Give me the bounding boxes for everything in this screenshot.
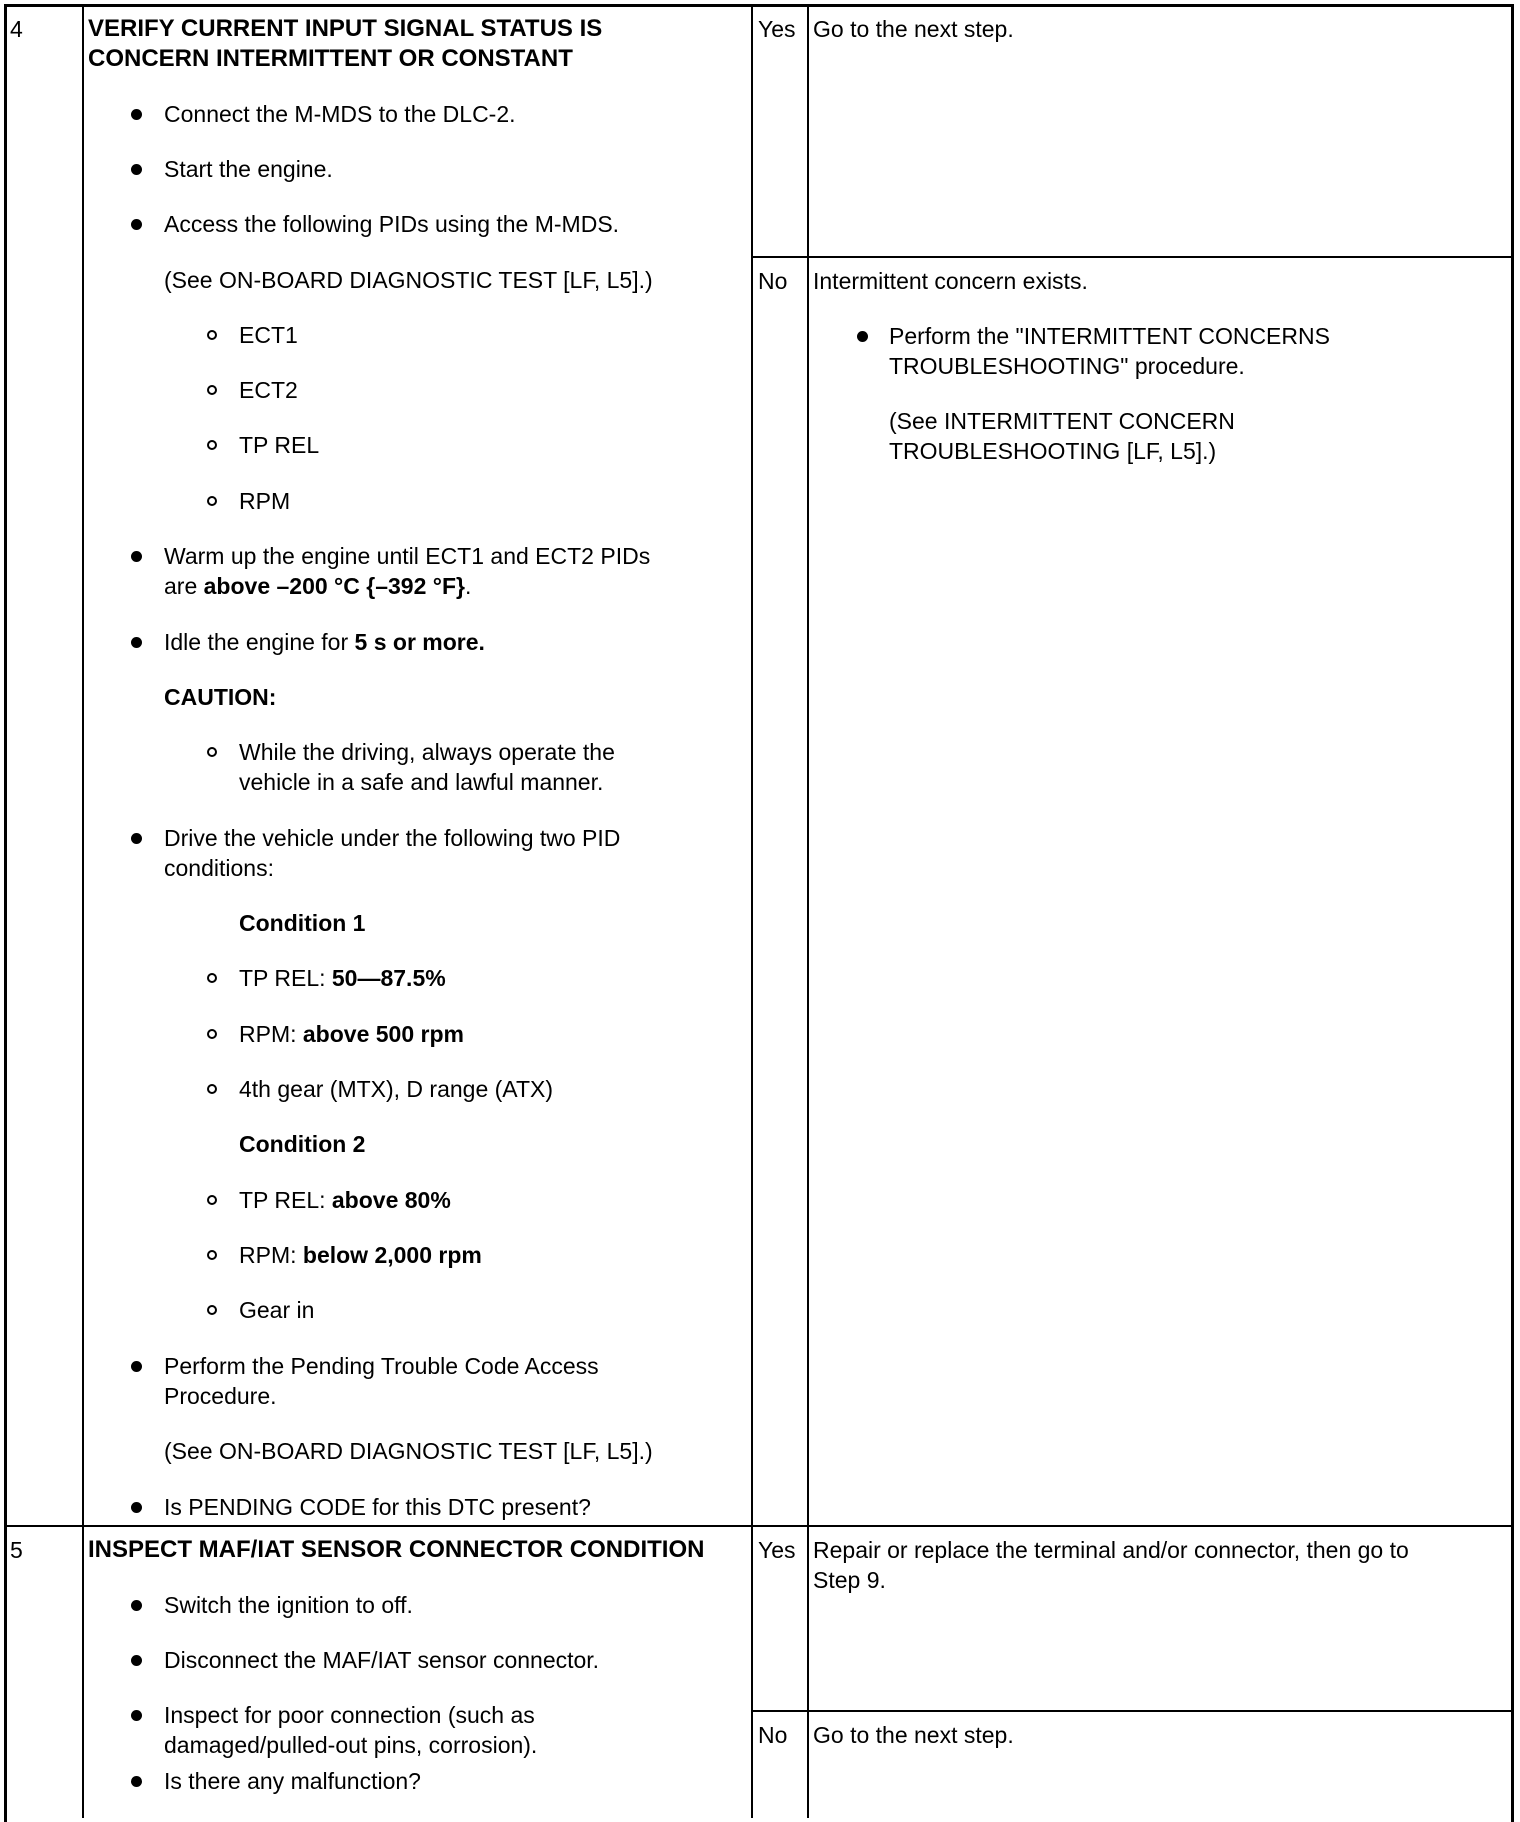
bullet-icon xyxy=(131,1710,142,1721)
circle-bullet-icon xyxy=(207,1029,217,1039)
bullet-icon xyxy=(857,331,868,342)
step-4-drive-line2: conditions: xyxy=(164,855,274,881)
step-4-c1-gear: 4th gear (MTX), D range (ATX) xyxy=(239,1076,553,1102)
circle-bullet-icon xyxy=(207,385,217,395)
step-4-title-line1: VERIFY CURRENT INPUT SIGNAL STATUS IS xyxy=(88,15,603,42)
step-4-c2-tprel: TP REL: above 80% xyxy=(239,1187,451,1213)
step-4-pid-ect2: ECT2 xyxy=(239,377,298,403)
bullet-icon xyxy=(131,164,142,175)
step-4-no-bullet-line2: TROUBLESHOOTING" procedure. xyxy=(889,353,1245,379)
bullet-icon xyxy=(131,1776,142,1787)
step-5-inspect-line1: Inspect for poor connection (such as xyxy=(164,1702,535,1728)
step-4-caution-label: CAUTION: xyxy=(164,684,277,710)
step-4-condition-2-label: Condition 2 xyxy=(239,1131,366,1157)
bullet-icon xyxy=(131,1361,142,1372)
step-4-see-obd: (See ON-BOARD DIAGNOSTIC TEST [LF, L5].) xyxy=(164,267,653,293)
bullet-icon xyxy=(131,219,142,230)
step-4-drive-line1: Drive the vehicle under the following two PID xyxy=(164,825,621,851)
step-4-pending-line1: Perform the Pending Trouble Code Access xyxy=(164,1353,599,1379)
circle-bullet-icon xyxy=(207,330,217,340)
step-4-caution-line1: While the driving, always operate the xyxy=(239,739,615,765)
step-5-title: INSPECT MAF/IAT SENSOR CONNECTOR CONDITION xyxy=(88,1536,705,1563)
bullet-icon xyxy=(131,109,142,120)
step-5-no-label: No xyxy=(758,1722,788,1748)
step-4-no-see-line2: TROUBLESHOOTING [LF, L5].) xyxy=(889,438,1217,464)
step-4-warm-line1: Warm up the engine until ECT1 and ECT2 PIDs xyxy=(164,543,651,569)
row-divider-step4-step5 xyxy=(4,1525,1514,1527)
step-4-caution-line2: vehicle in a safe and lawful manner. xyxy=(239,769,604,795)
step-4-pid-tprel: TP REL xyxy=(239,432,320,458)
circle-bullet-icon xyxy=(207,1305,217,1315)
step-4-idle: Idle the engine for 5 s or more. xyxy=(164,629,485,655)
bullet-icon xyxy=(131,1502,142,1513)
step-5-no-action: Go to the next step. xyxy=(813,1722,1014,1748)
col-divider-action xyxy=(751,4,753,1818)
step-5-yes-action-line2: Step 9. xyxy=(813,1567,886,1593)
step-5-yes-action-line1: Repair or replace the terminal and/or connector, then go to xyxy=(813,1537,1409,1563)
step-5-inspect-line2: damaged/pulled-out pins, corrosion). xyxy=(164,1732,538,1758)
bullet-icon xyxy=(131,551,142,562)
row-divider-step5-yes-no xyxy=(751,1710,1514,1712)
step-5-question: Is there any malfunction? xyxy=(164,1768,421,1794)
circle-bullet-icon xyxy=(207,747,217,757)
step-4-yes-label: Yes xyxy=(758,16,796,42)
bullet-icon xyxy=(131,637,142,648)
step-4-start: Start the engine. xyxy=(164,156,333,182)
step-4-pid-rpm: RPM xyxy=(239,488,291,514)
step-4-c1-tprel: TP REL: 50—87.5% xyxy=(239,965,446,991)
circle-bullet-icon xyxy=(207,1084,217,1094)
step-4-no-label: No xyxy=(758,268,788,294)
step-4-condition-1-label: Condition 1 xyxy=(239,910,366,936)
step-4-yes-action: Go to the next step. xyxy=(813,16,1014,42)
step-4-no-see-line1: (See INTERMITTENT CONCERN xyxy=(889,408,1235,434)
circle-bullet-icon xyxy=(207,496,217,506)
step-5-ignition: Switch the ignition to off. xyxy=(164,1592,413,1618)
step-4-connect: Connect the M-MDS to the DLC-2. xyxy=(164,101,516,127)
circle-bullet-icon xyxy=(207,973,217,983)
step-4-c2-gear: Gear in xyxy=(239,1297,315,1323)
step-4-see-obd-2: (See ON-BOARD DIAGNOSTIC TEST [LF, L5].) xyxy=(164,1438,653,1464)
row-divider-step4-yes-no xyxy=(751,256,1514,258)
step-4-number: 4 xyxy=(10,16,23,42)
step-5-yes-label: Yes xyxy=(758,1537,796,1563)
circle-bullet-icon xyxy=(207,1195,217,1205)
step-4-c1-rpm: RPM: above 500 rpm xyxy=(239,1021,464,1047)
bullet-icon xyxy=(131,833,142,844)
step-5-disconnect: Disconnect the MAF/IAT sensor connector. xyxy=(164,1647,600,1673)
col-divider-step xyxy=(82,4,84,1818)
step-4-warm-line2: are above –200 °C {–392 °F}. xyxy=(164,573,472,599)
col-divider-result xyxy=(807,4,809,1818)
step-4-no-bullet-line1: Perform the "INTERMITTENT CONCERNS xyxy=(889,323,1330,349)
step-4-no-action: Intermittent concern exists. xyxy=(813,268,1088,294)
step-4-question: Is PENDING CODE for this DTC present? xyxy=(164,1494,591,1520)
step-4-access: Access the following PIDs using the M-MDS. xyxy=(164,211,620,237)
step-4-c2-rpm: RPM: below 2,000 rpm xyxy=(239,1242,482,1268)
step-4-pid-ect1: ECT1 xyxy=(239,322,298,348)
step-4-pending-line2: Procedure. xyxy=(164,1383,277,1409)
step-4-title-line2: CONCERN INTERMITTENT OR CONSTANT xyxy=(88,45,573,72)
circle-bullet-icon xyxy=(207,440,217,450)
bullet-icon xyxy=(131,1655,142,1666)
step-5-number: 5 xyxy=(10,1537,23,1563)
bullet-icon xyxy=(131,1600,142,1611)
circle-bullet-icon xyxy=(207,1250,217,1260)
